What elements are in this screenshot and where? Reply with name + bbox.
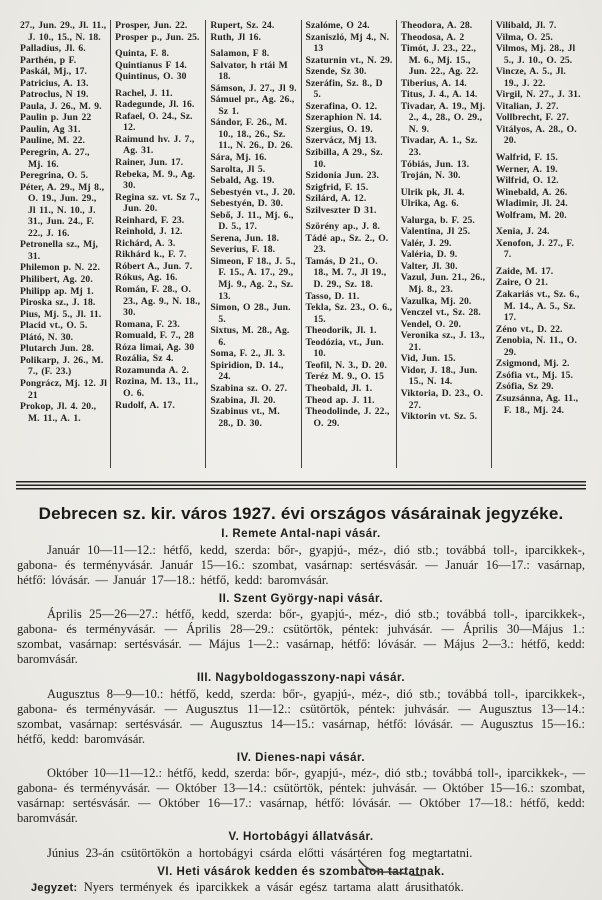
calendar-entry: Tádé ap., Sz. 2., O. 23. xyxy=(305,232,389,256)
calendar-entry: Polikarp, J. 26., M. 7., (F. 23.) xyxy=(20,354,104,378)
calendar-entry: Pauline, M. 22. xyxy=(20,135,86,147)
calendar-entry: Salamon, F 8. xyxy=(210,48,270,60)
calendar-entry: Vitalian, J. 27. xyxy=(495,100,559,112)
calendar-entry: Szeráfin, Sz. 8., D 5. xyxy=(305,77,383,101)
calendar-column-1 xyxy=(16,20,110,468)
calendar-entry: Reinhard, F. 23. xyxy=(115,214,185,226)
calendar-entry: Szaniszló, Mj 4., N. 13 xyxy=(305,31,390,55)
calendar-entry: Tekla, Sz. 23., O. 6., 15. xyxy=(305,302,393,325)
calendar-entry: Piroska sz., J. 18. xyxy=(20,297,96,309)
calendar-entry: Sebestyén vt., J. 20. xyxy=(210,186,296,198)
calendar-entry: Zsigmond, Mj. 2. xyxy=(495,358,570,370)
fair-section-3-body: Augusztus 8—9—10.: hétfő, kedd, szerda: bőr-, gyapjú-, méz-, dió stb.; továbbá toll-, iparcikkek-, gabona- és terményvásár. — Augusztus 11—12.: csütörtök, péntek: juhvásár. — Augusztus 13—14.: szombat, vasárnap: sertésvásár. — Augusztus 14—15.: vasárnap, hétfő: lóvásár. — Augusztus 15—16.: hétfő, kedd: baromvásár. xyxy=(17,686,585,746)
calendar-entry: Valter, Jl. 30. xyxy=(400,260,458,272)
calendar-entry: Péter, A. 29., Mj 8., O. 19., Jun. 29., Jl 11., N. 10., J. 31., Jun. 24., F. 22., J. 16. xyxy=(20,181,105,239)
calendar-entry: Szabina sz. O. 27. xyxy=(210,382,288,394)
calendar-entry: Plutarch Jun. 28. xyxy=(20,343,94,355)
calendar-entry: Román, F. 28., O. 23., Ag. 9., N. 18., 30. xyxy=(115,284,201,319)
fair-section-1-heading: I. Remete Antal-napi vásár. xyxy=(221,528,381,541)
calendar-entry: Romuald, F. 7., 28 xyxy=(115,330,194,342)
fair-section-4-body: Október 10—11—12.: hétfő, kedd, szerda: bőr-, gyapjú-, méz-, dió stb.; továbbá toll-, iparcikkek-, — gabona- és terményvásár. — Október 13—14.: csütörtök, péntek: juhvásár. — Október 15—16.: szombat, vasárnap: sertésvásár. — Október 16—17.: vasárnap, hétfő: lóvásár. — Október 17—18.: hétfő, kedd: baromvásár. xyxy=(17,766,585,826)
calendar-entry: Prokop, Jl. 4. 20., M. 11., A. 1. xyxy=(20,401,97,424)
calendar-entry: Serena, Jun. 18. xyxy=(210,232,280,244)
calendar-entry: Teréz M. 9., O. 15 xyxy=(305,371,384,383)
calendar-entry: Viktorin vt. Sz. 5. xyxy=(400,411,478,423)
calendar-entry: Viktoria, D. 23., O. 27. xyxy=(400,387,484,411)
fairs-title: Debrecen sz. kir. város 1927. évi országos vásárainak jegyzéke. xyxy=(38,504,564,523)
calendar-entry: Valurga, b. F. 25. xyxy=(400,214,475,226)
calendar-entry: Romana, F. 23. xyxy=(115,318,180,330)
calendar-entry: Paulin, Ag 31. xyxy=(20,123,81,135)
calendar-entry: Szörény ap., J. 8. xyxy=(305,221,380,233)
calendar-entry: Theodorik, Jl. 1. xyxy=(305,325,377,337)
calendar-entry: Sámuel pr., Ag. 26., Sz 1. xyxy=(210,94,295,117)
calendar-entry: Vincze, A. 5., Jl. 19., J. 22. xyxy=(495,66,566,89)
calendar-entry: Teofil, N. 3., D. 20. xyxy=(305,359,387,371)
fairs-note-text: Nyers termények és iparcikkek a vásár egész tartama alatt árusithatók. xyxy=(83,880,464,895)
calendar-entry: Tivadar, A. 19., Mj. 2., 4., 28., O. 29., N. 9. xyxy=(400,100,486,135)
fair-section-3 xyxy=(0,672,602,747)
calendar-entry: Timót, J. 23., 22., M. 6., Mj. 15., Jun. 22., Ag. 22. xyxy=(400,43,479,78)
calendar-entry: 27., Jun. 29., Jl. 11., J. 10., 15., N. 18. xyxy=(20,20,107,43)
calendar-entry: Zakariás vt., Sz. 6., M. 14., A. 5., Sz. 17. xyxy=(495,289,580,324)
calendar-entry: Walfrid, F. 15. xyxy=(495,152,558,164)
calendar-entry: Szergius, O. 19. xyxy=(305,123,373,135)
calendar-entry: Vazulka, Mj. 20. xyxy=(400,295,472,307)
calendar-entry: Tasso, D. 11. xyxy=(305,290,360,302)
calendar-entry: Paskál, Mj., 17. xyxy=(20,66,88,78)
calendar-entry: Theodora, A. 28. xyxy=(400,20,473,31)
fair-section-1 xyxy=(0,528,602,588)
calendar-entry: Zsófia vt., Mj. 15. xyxy=(495,369,573,381)
calendar-column-5 xyxy=(396,20,491,468)
calendar-entry: Zéno vt., D. 22. xyxy=(495,323,563,335)
fair-section-6-heading: VI. Heti vásárok kedden és szombaton tartatnak. xyxy=(157,865,445,878)
calendar-column-2 xyxy=(110,20,205,468)
calendar-entry: Troján, N. 30. xyxy=(400,170,461,182)
calendar-entry: Philemon p. N. 22. xyxy=(20,262,100,274)
fair-section-2-body: Április 25—26—27.: hétfő, kedd, szerda: bőr-, gyapjú-, méz-, dió stb.; továbbá toll-, iparcikkek-, gabona- és terményvásár. — Április 28—29.: csütörtök, péntek: juhvásár. — Április 30—Május 1.: szombat, vasárnap: sertésvásár. — Május 1—2.: vasárnap, hétfő: lóvásár. — Május 2—3.: hétfő, kedd: baromvásár. xyxy=(17,607,585,667)
calendar-entry: Titus, J. 4., A. 14. xyxy=(400,89,478,101)
calendar-entry: Petronella sz., Mj, 31. xyxy=(20,239,99,262)
fairs-note-label: Jegyzet: xyxy=(31,882,78,895)
calendar-entry: Szende, Sz 30. xyxy=(305,66,367,78)
calendar-entry: Szaturnin vt., N. 29. xyxy=(305,54,393,66)
fair-section-1-body: Január 10—11—12.: hétfő, kedd, szerda: bőr-, gyapjú-, méz-, dió stb.; továbbá toll-, iparcikkek-, gabona- és terményvásár. Január 15—16.: szombat, vasárnap: sertésvásár. — Január 16—17.: vasárnap, hétfő: lóvásár. — Január 17—18.: hétfő, kedd: baromvásár. xyxy=(17,542,585,587)
calendar-entry: Zaire, O 21. xyxy=(495,277,548,289)
calendar-entry: Zsófia, Sz 29. xyxy=(495,381,554,393)
calendar-entry: Patricius, A. 13. xyxy=(20,77,89,89)
calendar-entry: Quintinus, O. 30 xyxy=(115,71,187,83)
calendar-entry: Valéria, D. 9. xyxy=(400,249,458,261)
calendar-entry: Vollbrecht, F. 27. xyxy=(495,112,569,124)
calendar-entry: Róbert A., Jun. 7. xyxy=(115,260,193,272)
calendar-entry: Palladius, Jl. 6. xyxy=(20,43,86,55)
calendar-entry: Wilfrid, O. 12. xyxy=(495,175,559,187)
calendar-entry: Raimund hv. J. 7., Ag. 31. xyxy=(115,133,195,157)
calendar-entry: Rozina, M. 13., 11., O. 6. xyxy=(115,376,199,399)
calendar-entry: Richárd, A. 3. xyxy=(115,237,176,249)
calendar-entry: Placid vt., O. 5. xyxy=(20,320,88,332)
calendar-entry: Winebald, A. 26. xyxy=(495,186,568,198)
calendar-column-4 xyxy=(301,20,396,468)
calendar-entry: Szabinus vt., M. 28., D. 30. xyxy=(210,406,280,429)
calendar-entry: Rafael, O. 24., Sz. 12. xyxy=(115,110,193,134)
calendar-entry: Pongrácz, Mj. 12. Jl 21 xyxy=(20,377,108,401)
fair-section-5 xyxy=(0,831,602,861)
calendar-entry: Quintianus F 14. xyxy=(115,59,187,71)
calendar-entry: Szeraphion N. 14. xyxy=(305,112,382,124)
calendar-entry: Parthén, p F. xyxy=(20,54,77,66)
calendar-entry: Theobald, Jl. 1. xyxy=(305,382,373,394)
calendar-entry: Szibilla, A 29., Sz. 10. xyxy=(305,147,383,170)
calendar-entry: Zaide, M. 17. xyxy=(495,265,554,277)
calendar-entry: Wladimir, Jl. 24. xyxy=(495,198,568,210)
calendar-entry: Vid, Jun. 15. xyxy=(400,353,456,365)
calendar-entry: Ulrik pk, Jl. 4. xyxy=(400,186,465,198)
calendar-entry: Vilmos, Mj. 28., Jl 5., J. 10., O. 25. xyxy=(495,43,576,66)
calendar-entry: Szidonia Jun. 23. xyxy=(305,170,380,182)
calendar-entry: Vilibald, Jl. 7. xyxy=(495,20,557,31)
calendar-entry: Simon, O 28., Jun. 5. xyxy=(210,302,291,325)
fair-section-5-heading: V. Hortobágyi állatvásár. xyxy=(228,831,374,844)
calendar-entry: Peregrin, A. 27., Mj. 16. xyxy=(20,147,90,170)
fair-section-2 xyxy=(0,593,602,668)
calendar-entry: Rebeka, M. 9., Ag. 30. xyxy=(115,168,196,192)
calendar-entry: Teodózia, vt., Jun. 10. xyxy=(305,336,384,360)
calendar-entry: Xenia, J. 24. xyxy=(495,226,550,238)
calendar-entry: Sarolta, Jl 5. xyxy=(210,163,266,175)
calendar-entry: Vilma, O. 25. xyxy=(495,31,553,43)
pen-squiggle-mark xyxy=(357,856,427,880)
calendar-entry: Virgil, N. 27., J. 31. xyxy=(495,89,581,101)
calendar-entry: Sándor, F. 26., M. 10., 18., 26., Sz. 11., N. 26., D. 26. xyxy=(210,117,293,152)
calendar-entry: Regina sz. vt. Sz 7., Jun. 20. xyxy=(115,191,200,215)
calendar-entry: Radegunde, Jl. 16. xyxy=(115,99,195,111)
fairs-note xyxy=(17,880,585,896)
calendar-entry: Theodolinde, J. 22., O. 29. xyxy=(305,406,390,429)
fair-section-4 xyxy=(0,752,602,827)
calendar-entry: Spiridion, D. 14., 24. xyxy=(210,359,284,383)
calendar-entry: Theod ap. J. 11. xyxy=(305,394,375,406)
calendar-entry: Vitályos, A. 28., O. 20. xyxy=(495,123,577,147)
calendar-entry: Tiberius, A. 14. xyxy=(400,77,467,89)
calendar-entry: Rainer, Jun. 17. xyxy=(115,157,184,169)
calendar-entry: Wolfram, M. 20. xyxy=(495,209,567,221)
calendar-entry: Valentina, Jl 25. xyxy=(400,226,471,238)
calendar-entry: Soma, F. 2., Jl. 3. xyxy=(210,348,286,360)
calendar-entry: Zenobia, N. 11., O. 29. xyxy=(495,335,577,358)
fair-section-2-heading: II. Szent György-napi vásár. xyxy=(218,592,384,605)
calendar-entry: Szervácz, Mj 13. xyxy=(305,135,377,147)
calendar-entry: Patroclus, N 19. xyxy=(20,89,89,101)
calendar-entry: Vazul, Jun. 21., 26., Mj. 8., 23. xyxy=(400,272,486,296)
calendar-entry: Sixtus, M. 28., Ag. 6. xyxy=(210,325,290,348)
calendar-entry: Reinhold, J. 12. xyxy=(115,226,183,238)
calendar-entry: Rupert, Sz. 24. xyxy=(210,20,275,31)
calendar-entry: Philipp ap. Mj 1. xyxy=(20,285,94,297)
calendar-entry: Prosper p., Jun. 25. xyxy=(115,31,200,43)
calendar-entry: Salvator, h rtái M 18. xyxy=(210,59,288,83)
name-day-calendar xyxy=(16,20,586,468)
fair-section-5-body: Június 23-án csütörtökön a hortobágyi csárda előtti vásártéren fog megtartatni. xyxy=(47,845,473,860)
calendar-entry: Tamás, D 21., O. 18., M. 7., Jl 19., D. 29., Sz. 18. xyxy=(305,255,387,291)
calendar-entry: Philibert, Ag. 20. xyxy=(20,274,93,286)
fair-section-4-heading: IV. Dienes-napi vásár. xyxy=(236,751,366,764)
calendar-entry: Szerafina, O. 12. xyxy=(305,100,378,112)
calendar-entry: Szalóme, O 24. xyxy=(305,20,370,31)
calendar-entry: Rachel, J. 11. xyxy=(115,87,173,99)
calendar-entry: Prosper, Jun. 22. xyxy=(115,20,188,31)
calendar-entry: Rudolf, A. 17. xyxy=(115,399,175,411)
calendar-entry: Paula, J. 26., M. 9. xyxy=(20,100,102,112)
fair-section-3-heading: III. Nagyboldogasszony-napi vásár. xyxy=(196,672,406,685)
calendar-column-3 xyxy=(205,20,300,468)
section-divider-rule xyxy=(16,481,586,491)
calendar-entry: Valér, J. 29. xyxy=(400,237,452,249)
calendar-entry: Vendel, O. 20. xyxy=(400,318,462,330)
calendar-entry: Werner, A. 19. xyxy=(495,163,558,175)
calendar-entry: Quinta, F. 8. xyxy=(115,48,170,60)
calendar-entry: Pius, Mj. 5., Jl. 11. xyxy=(20,308,102,320)
fair-section-6 xyxy=(0,866,602,880)
calendar-entry: Rozamunda A. 2. xyxy=(115,364,190,376)
calendar-entry: Simeon, F 18., J. 5., F. 15., A. 17., 29., Mj. 9., Ag. 2., Sz. 13. xyxy=(210,255,296,302)
calendar-entry: Severius, F. 18. xyxy=(210,244,276,256)
calendar-entry: Zsuzsánna, Ag. 11., F. 18., Mj. 24. xyxy=(495,392,579,416)
calendar-entry: Rozália, Sz 4. xyxy=(115,353,174,365)
calendar-entry: Theodosa, A. 2 xyxy=(400,31,465,43)
calendar-entry: Ulrika, Ag. 6. xyxy=(400,198,459,210)
calendar-entry: Peregrina, O. 5. xyxy=(20,170,89,182)
calendar-entry: Vidor, J. 18., Jun. 15., N. 14. xyxy=(400,364,478,388)
calendar-entry: Róza limai, Ag. 30 xyxy=(115,341,195,353)
calendar-entry: Rókus, Ag. 16. xyxy=(115,272,178,284)
calendar-entry: Tóbiás, Jun. 13. xyxy=(400,158,470,170)
calendar-entry: Tivadar, A. 1., Sz. 23. xyxy=(400,135,478,159)
calendar-entry: Veronika sz., J. 13., 21. xyxy=(400,330,485,353)
calendar-entry: Szilveszter D 31. xyxy=(305,204,377,216)
calendar-entry: Xenofon, J. 27., F. 7. xyxy=(495,237,574,261)
calendar-entry: Szigfrid, F. 15. xyxy=(305,181,369,193)
calendar-entry: Sebald, Ag. 19. xyxy=(210,175,275,187)
calendar-entry: Sámson, J. 27., Jl 9. xyxy=(210,82,297,94)
calendar-entry: Plátó, N. 30. xyxy=(20,331,74,343)
calendar-entry: Rikhárd k., F. 7. xyxy=(115,249,187,261)
calendar-entry: Szilárd, A. 12. xyxy=(305,193,367,205)
calendar-entry: Ruth, Jl 16. xyxy=(210,31,261,43)
calendar-entry: Sára, Mj. 16. xyxy=(210,152,267,164)
calendar-entry: Sebő, J. 11., Mj. 6., D. 5., 17. xyxy=(210,209,294,233)
calendar-entry: Venczel vt., Sz. 28. xyxy=(400,307,481,319)
calendar-entry: Paulin p. Jun 22 xyxy=(20,112,92,124)
calendar-entry: Szabina, Jl. 20. xyxy=(210,394,276,406)
calendar-column-6 xyxy=(491,20,586,468)
calendar-entry: Sebestyén, D. 30. xyxy=(210,198,284,210)
